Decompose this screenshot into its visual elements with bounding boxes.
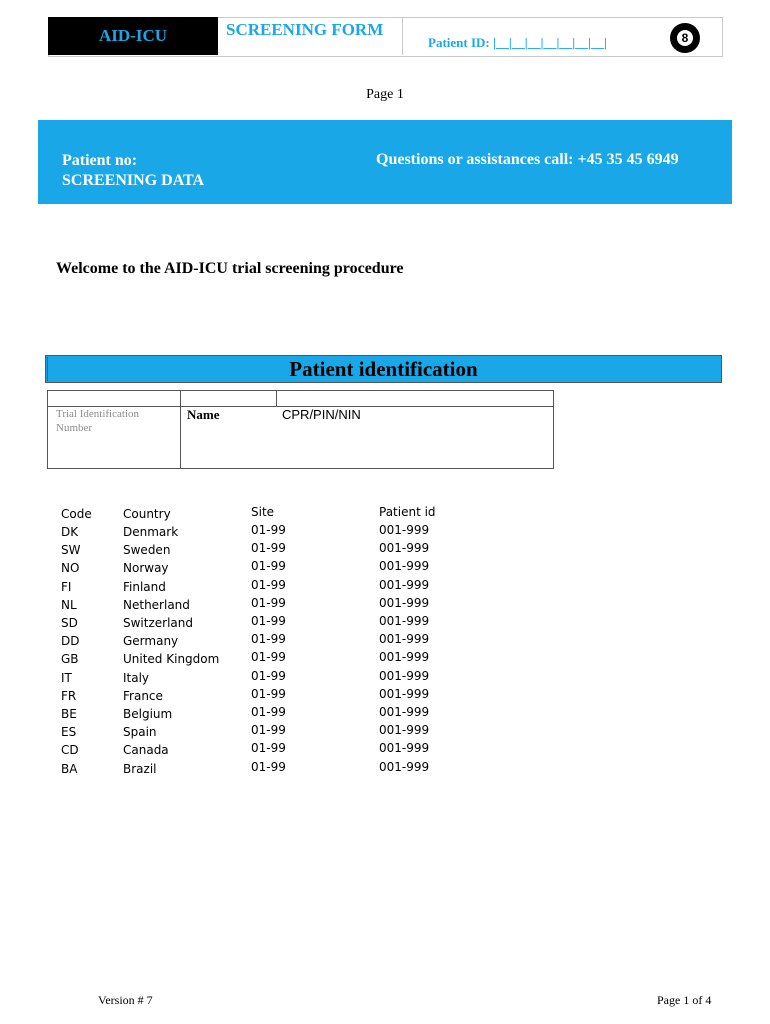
code-cell: FR	[61, 688, 77, 703]
code-cell: SD	[61, 616, 78, 630]
patient-id-field: Patient ID: |__|__|__|__|__|__|__|	[428, 35, 607, 50]
code-cell: DD	[61, 634, 80, 649]
site-cell: 01-99	[251, 541, 286, 556]
site-cell: 01-99	[251, 632, 286, 647]
site-cell: 01-99	[251, 723, 286, 738]
patient-id-cell: 001-999	[379, 577, 430, 592]
patient-id-cell: 001-999	[379, 559, 430, 574]
table-header-divider	[276, 390, 277, 407]
site-cell: 01-99	[251, 705, 286, 719]
patient-no-label: Patient no:	[62, 152, 138, 169]
country-cell: Denmark	[123, 525, 179, 539]
screening-data-label: SCREENING DATA	[62, 172, 205, 189]
code-cell: NO	[61, 561, 80, 576]
site-cell: 01-99	[251, 614, 286, 628]
welcome-heading: Welcome to the AID-ICU trial screening procedure	[56, 260, 404, 277]
country-cell: Switzerland	[123, 616, 193, 630]
trial-id-label: Trial Identification Number	[56, 408, 139, 434]
country-cell: United Kingdom	[123, 652, 220, 667]
site-cell: 01-99	[251, 577, 286, 592]
site-cell: 01-99	[251, 686, 286, 701]
table-column-divider	[180, 390, 181, 469]
code-cell: IT	[61, 670, 72, 685]
patient-id-cell: 001-999	[379, 541, 430, 556]
patient-id-cell: 001-999	[379, 632, 430, 647]
patient-id-cell: 001-999	[379, 723, 430, 738]
page-label: Page 1	[366, 87, 404, 102]
patient-id-cell: 001-999	[379, 614, 430, 628]
form-title: SCREENING FORM	[226, 20, 384, 39]
badge-number: 8	[677, 30, 693, 46]
site-cell: 01-99	[251, 741, 286, 756]
patient-id-cell: 001-999	[379, 741, 430, 756]
country-cell: France	[123, 688, 163, 703]
eight-ball-icon	[670, 23, 700, 53]
brand-label: AID-ICU	[48, 17, 218, 55]
page-count: Page 1 of 4	[657, 993, 712, 1007]
code-cell: BE	[61, 707, 77, 721]
patient-id-cell: 001-999	[379, 705, 430, 719]
code-cell: GB	[61, 652, 79, 667]
site-cell: 01-99	[251, 595, 286, 610]
country-cell: Sweden	[123, 543, 171, 558]
code-cell: SW	[61, 543, 81, 558]
patient-id-cell: 001-999	[379, 523, 430, 537]
country-cell: Belgium	[123, 707, 173, 721]
country-cell: Italy	[123, 670, 150, 685]
site-cell: 01-99	[251, 559, 286, 574]
code-cell: ES	[61, 725, 77, 740]
contact-info: Questions or assistances call: +45 35 45 6949	[376, 151, 679, 168]
header-code: Code	[61, 507, 92, 521]
code-cell: NL	[61, 597, 77, 612]
site-cell: 01-99	[251, 759, 286, 774]
country-cell: Spain	[123, 725, 157, 740]
header-site: Site	[251, 505, 275, 519]
country-cell: Netherland	[123, 597, 190, 612]
country-cell: Canada	[123, 743, 169, 758]
country-cell: Finland	[123, 579, 166, 594]
patient-id-cell: 001-999	[379, 650, 430, 665]
patient-id-cell: 001-999	[379, 686, 430, 701]
country-cell: Germany	[123, 634, 179, 649]
header-patient-id: Patient id	[379, 505, 436, 519]
code-cell: CD	[61, 743, 79, 758]
patient-id-cell: 001-999	[379, 595, 430, 610]
patient-identification-title: Patient identification	[289, 357, 478, 381]
header-divider	[402, 17, 403, 55]
site-cell: 01-99	[251, 668, 286, 683]
name-label: Name	[187, 407, 220, 422]
patient-id-cell: 001-999	[379, 668, 430, 683]
banner-left	[62, 151, 204, 191]
patient-id-cell: 001-999	[379, 759, 430, 774]
site-cell: 01-99	[251, 523, 286, 537]
code-cell: DK	[61, 525, 79, 539]
country-cell: Norway	[123, 561, 169, 576]
code-cell: BA	[61, 761, 78, 776]
version-label: Version # 7	[98, 993, 153, 1007]
cpr-label: CPR/PIN/NIN	[282, 407, 361, 422]
country-cell: Brazil	[123, 761, 157, 776]
header-country: Country	[123, 507, 171, 521]
code-cell: FI	[61, 579, 72, 594]
list-item	[0, 759, 500, 780]
site-cell: 01-99	[251, 650, 286, 665]
